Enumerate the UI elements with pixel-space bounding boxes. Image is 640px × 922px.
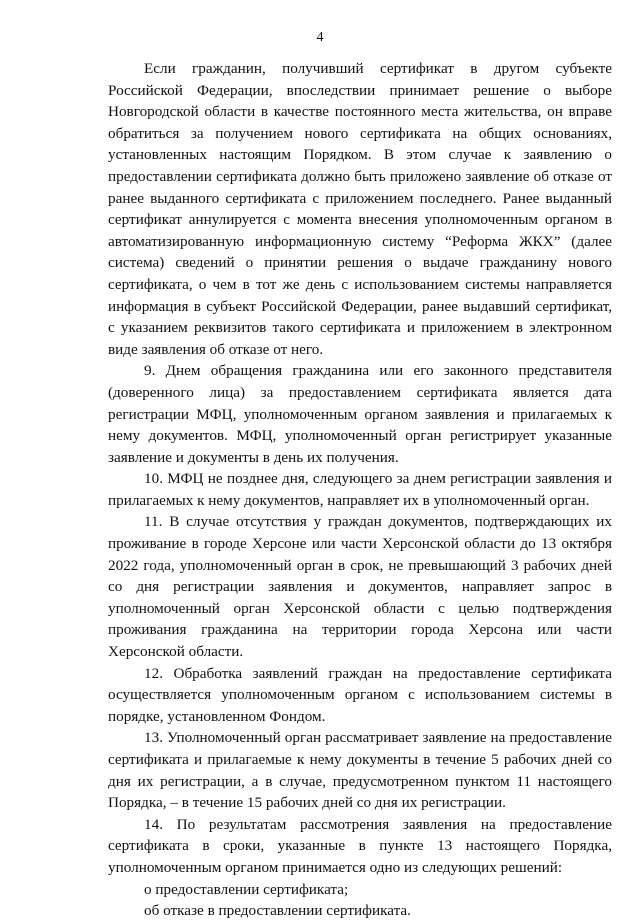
- document-body: [108, 58, 612, 922]
- decision-item-refuse: об отказе в предоставлении сертификата.: [144, 902, 411, 920]
- paragraph-9-application-date: 9. Днем обращения гражданина или его законного представителя (доверенного лица) за предоставлением сертификата является дата регистрации МФЦ, уполномоченным органом заявления и прилагаемых к нему документов. МФЦ, уполномоченный орган регистрирует указанные заявление и документы в день их получения.: [108, 362, 612, 466]
- paragraph-12-processing: 12. Обработка заявлений граждан на предоставление сертификата осуществляется уполномоченным органом с использованием системы в порядке, установленном Фондом.: [108, 664, 612, 725]
- page-number: 4: [316, 30, 324, 45]
- paragraph-13-review-period: 13. Уполномоченный орган рассматривает заявление на предоставление сертификата и прилагаемые к нему документы в течение 5 рабочих дней со дня их регистрации, а в случае, предусмотренном пунктом 11 настоящего Порядка, – в течение 15 рабочих дней со дня их регистрации.: [108, 729, 612, 812]
- decision-item-grant: о предоставлении сертификата;: [144, 880, 349, 898]
- paragraph-14-decision: 14. По результатам рассмотрения заявления на предоставление сертификата в сроки, указанные в пункте 13 настоящего Порядка, уполномоченным органом принимается одно из следующих решений:: [108, 815, 612, 876]
- paragraph-reissue-certificate: Если гражданин, получивший сертификат в другом субъекте Российской Федерации, впоследствии принимает решение о выборе Новгородской области в качестве постоянного места жительства, он вправе обратиться за получением нового сертификата на общих основаниях, установленных настоящим Порядком. В этом случае к заявлению о предоставлении сертификата должно быть приложено заявление об отказе от ранее выданного сертификата с приложением последнего. Ранее выданный сертификат аннулируется с момента внесения уполномоченным органом в автоматизированную информационную систему “Реформа ЖКХ” (далее система) сведений о принятии решения о выдаче гражданину нового сертификата, о чем в тот же день с использованием системы направляется информация в субъект Российской Федерации, ранее выдавший сертификат, с указанием реквизитов такого сертификата и приложением в электронном виде заявления об отказе от него.: [108, 60, 612, 358]
- paragraph-11-kherson-residence: 11. В случае отсутствия у граждан документов, подтверждающих их проживание в городе Херсоне или части Херсонской области до 13 октября 2022 года, уполномоченный орган в срок, не превышающий 3 рабочих дней со дня регистрации заявления и документов, направляет запрос в уполномоченный орган Херсонской области с целью подтверждения проживания гражданина на территории города Херсона или части Херсонской области.: [108, 513, 612, 661]
- paragraph-10-mfc-transfer: 10. МФЦ не позднее дня, следующего за днем регистрации заявления и прилагаемых к нему документов, направляет их в уполномоченный орган.: [108, 470, 612, 509]
